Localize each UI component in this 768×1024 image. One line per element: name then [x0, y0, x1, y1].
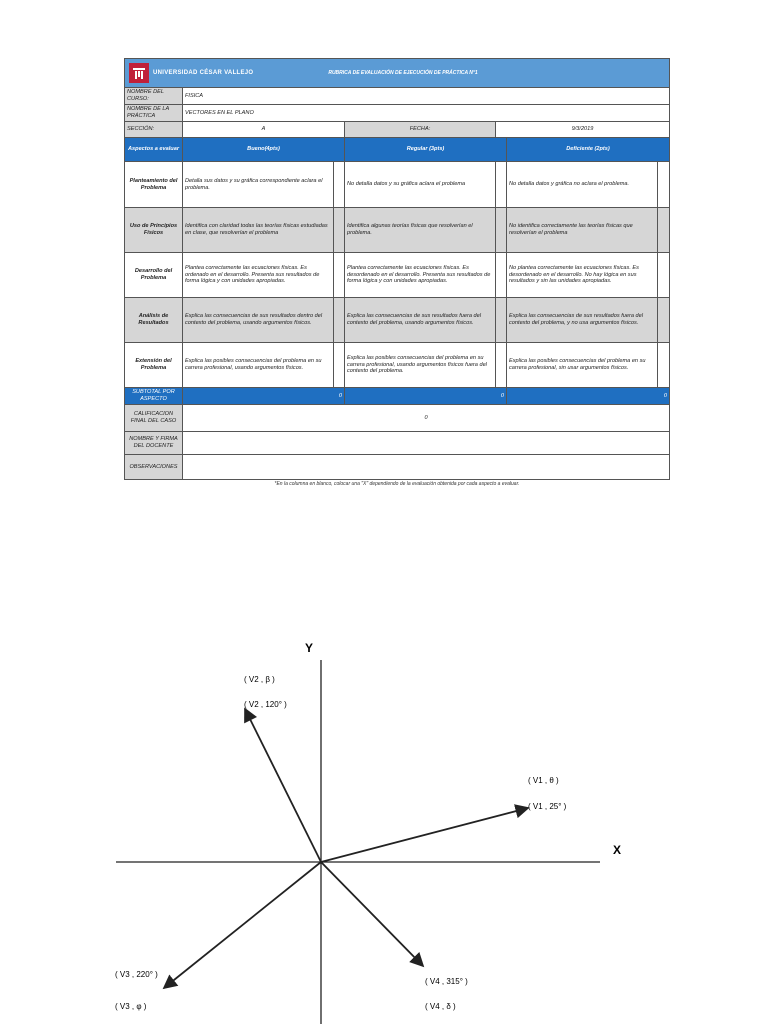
course-value: FISICA — [185, 92, 204, 99]
regular-column-header: Regular (3pts) — [345, 138, 507, 161]
vector-v1 — [321, 808, 528, 862]
subtotal-deficient: 0 — [663, 392, 667, 399]
practice-row — [125, 105, 669, 122]
regular-check-cell[interactable] — [496, 253, 507, 297]
good-check-cell[interactable] — [334, 298, 345, 342]
footnote: *En la columna en blanco, colocar una "X" dependiendo de la evaluación obtenida por cada aspecto a evaluar. — [274, 481, 520, 487]
deficient-check-cell[interactable] — [658, 253, 669, 297]
final-grade-value: 0 — [424, 414, 428, 421]
deficient-description: No identifica correctamente las teorías físicas que resolverían el problema — [507, 208, 658, 252]
deficient-check-cell[interactable] — [658, 208, 669, 252]
good-check-cell[interactable] — [334, 253, 345, 297]
aspect-row — [125, 208, 669, 253]
teacher-label: NOMBRE Y FIRMA DEL DOCENTE — [125, 432, 183, 454]
regular-description: Explica las consecuencias de sus resultados fuera del contexto del problema, usando argumentos físicos. — [345, 298, 496, 342]
subtotal-good: 0 — [183, 388, 345, 404]
good-description: Explica las posibles consecuencias del problema en su carrera profesional, usando argumentos físicos. — [183, 343, 334, 387]
deficient-check-cell[interactable] — [658, 343, 669, 387]
final-grade-row — [125, 405, 669, 432]
regular-check-cell[interactable] — [496, 162, 507, 207]
deficient-description: No plantea correctamente las ecuaciones físicas. Es desordenado en el desarrollo. No hay lógica en sus resultados y sin las unidades apropiadas. — [507, 253, 658, 297]
v4-symbol-label: ( V4 , δ ) — [425, 1002, 456, 1011]
deficient-description: Explica las consecuencias de sus resultados fuera del contexto del problema, y no usa argumentos físicos. — [507, 298, 658, 342]
deficient-check-cell[interactable] — [658, 162, 669, 207]
section-label: SECCIÓN: — [125, 122, 183, 137]
vector-v4 — [321, 862, 423, 966]
regular-description: Identifica algunas teorías físicas que resolverían el problema. — [345, 208, 496, 252]
good-description: Detalla sus datos y su gráfica correspondiente aclara el problema. — [183, 162, 334, 207]
v1-value-label: ( V1 , 25° ) — [528, 802, 567, 811]
v2-symbol-label: ( V2 , β ) — [244, 675, 275, 684]
course-label: NOMBRE DEL CURSO: — [125, 88, 183, 104]
good-check-cell[interactable] — [334, 208, 345, 252]
good-description: Identifica con claridad todas las teorías físicas estudiadas en clase, que resolverían el problema — [183, 208, 334, 252]
rubric-title: RUBRICA DE EVALUACIÓN DE EJECUCIÓN DE PRÁCTICA N°1 — [328, 70, 478, 76]
subtotal-row — [125, 388, 669, 405]
aspect-name: Extensión del Problema — [125, 343, 183, 387]
subtotal-label: SUBTOTAL POR ASPECTO — [125, 388, 183, 404]
v3-symbol-label: ( V3 , φ ) — [115, 1002, 147, 1011]
aspect-row — [125, 343, 669, 388]
university-logo — [129, 63, 149, 83]
section-value: A — [183, 122, 345, 137]
regular-description: No detalla datos y su gráfica aclara el problema — [345, 162, 496, 207]
aspect-row — [125, 162, 669, 208]
aspect-row — [125, 298, 669, 343]
subtotal-regular: 0 — [345, 388, 507, 404]
regular-check-cell[interactable] — [496, 298, 507, 342]
aspect-name: Uso de Principios Físicos — [125, 208, 183, 252]
good-check-cell[interactable] — [334, 162, 345, 207]
section-row — [125, 122, 669, 138]
column-header-row — [125, 138, 669, 162]
v1-symbol-label: ( V1 , θ ) — [528, 776, 559, 785]
deficient-description: Explica las posibles consecuencias del problema en su carrera profesional, sin usar argumentos físicos. — [507, 343, 658, 387]
deficient-check-cell[interactable] — [658, 298, 669, 342]
rubric-table — [124, 58, 670, 480]
deficient-description: No detalla datos y gráfica no aclara el problema. — [507, 162, 658, 207]
teacher-signature-field[interactable] — [183, 432, 669, 454]
good-description: Plantea correctamente las ecuaciones físicas. Es ordenado en el desarrollo. Presenta sus resultados de forma lógica y con unidades apropiadas. — [183, 253, 334, 297]
rubric-header — [125, 59, 669, 88]
practice-label: NOMBRE DE LA PRÁCTICA — [125, 105, 183, 121]
teacher-row — [125, 432, 669, 455]
v4-value-label: ( V4 , 315° ) — [425, 977, 468, 986]
ucv-emblem-icon — [132, 66, 146, 80]
observations-field[interactable] — [183, 455, 669, 479]
good-column-header: Bueno(4pts) — [183, 138, 345, 161]
v3-value-label: ( V3 , 220° ) — [115, 970, 158, 979]
aspect-row — [125, 253, 669, 298]
regular-description: Plantea correctamente las ecuaciones físicas. Es desordenado en el desarrollo. Presenta sus resultados de forma lógica y con unidades apropiadas. — [345, 253, 496, 297]
date-value: 9/3/2019 — [571, 126, 594, 133]
regular-check-cell[interactable] — [496, 343, 507, 387]
course-row — [125, 88, 669, 105]
good-check-cell[interactable] — [334, 343, 345, 387]
y-axis-label: Y — [305, 641, 314, 655]
aspect-column-header: Aspectos a evaluar — [125, 138, 183, 161]
aspect-name: Análisis de Resultados — [125, 298, 183, 342]
regular-description: Explica las posibles consecuencias del problema en su carrera profesional, usando argumentos físicos fuera del contexto del problema. — [345, 343, 496, 387]
date-label: FECHA: — [345, 122, 496, 137]
vector-v2 — [245, 709, 321, 862]
deficient-column-header: Deficiente (2pts) — [566, 146, 610, 153]
good-description: Explica las consecuencias de sus resultados dentro del contexto del problema, usando argumentos físicos. — [183, 298, 334, 342]
x-axis-label: X — [613, 843, 622, 857]
aspect-name: Planteamiento del Problema — [125, 162, 183, 207]
final-grade-label: CALIFICACION FINAL DEL CASO — [125, 405, 183, 431]
observations-row — [125, 455, 669, 479]
vector-diagram — [110, 630, 650, 1024]
observations-label: OBSERVACIONES — [125, 455, 183, 479]
university-name: UNIVERSIDAD CÉSAR VALLEJO — [153, 70, 254, 76]
regular-check-cell[interactable] — [496, 208, 507, 252]
vector-v3 — [164, 862, 321, 988]
practice-value: VECTORES EN EL PLANO — [185, 109, 254, 116]
aspect-name: Desarrollo del Problema — [125, 253, 183, 297]
v2-value-label: ( V2 , 120° ) — [244, 700, 287, 709]
